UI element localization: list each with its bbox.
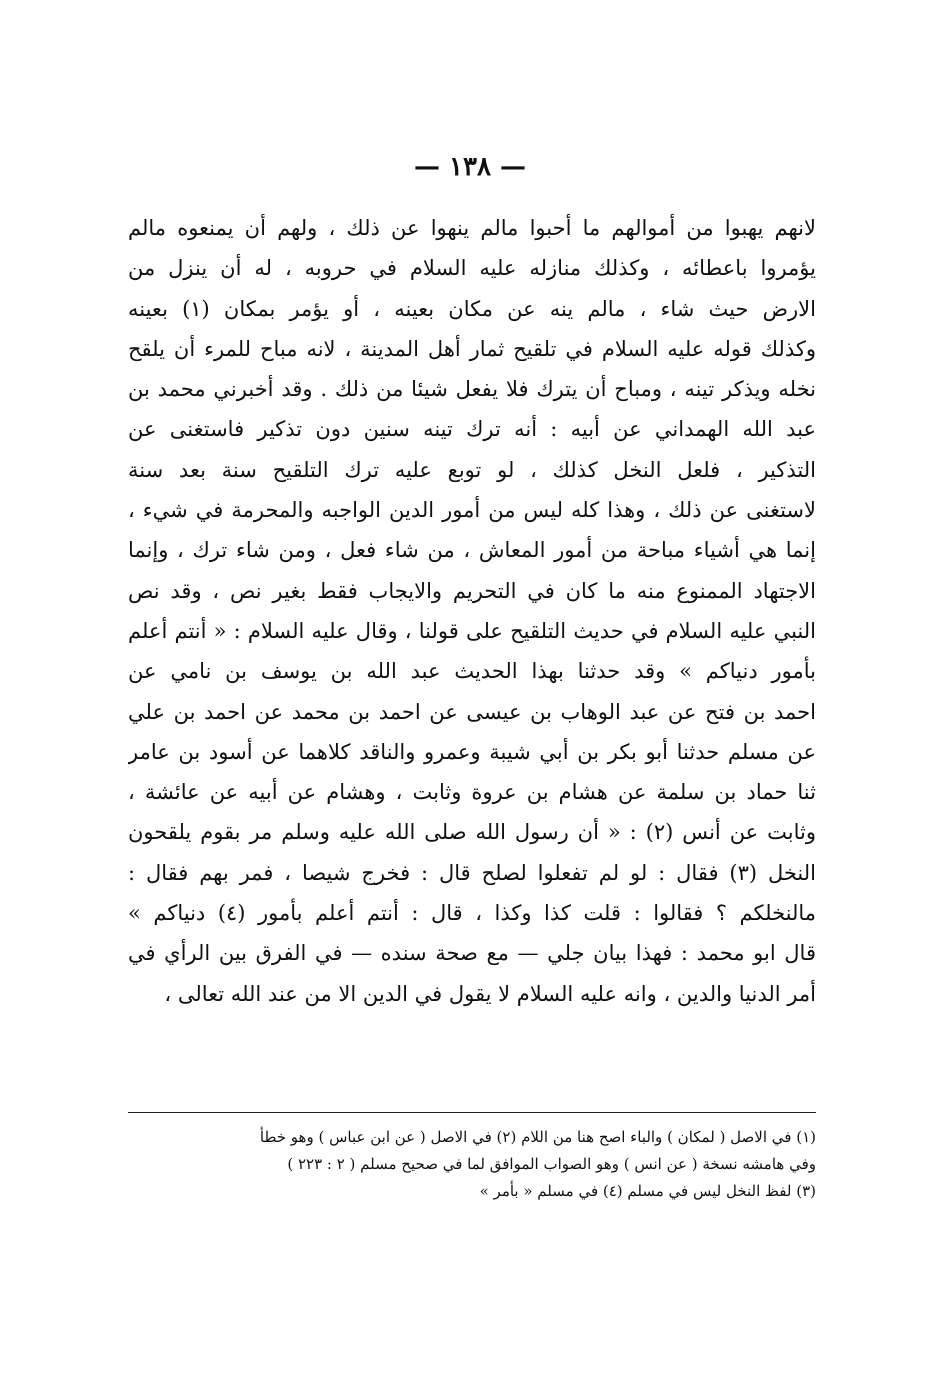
text-line: عبد الله الهمداني عن أبيه : أنه ترك تينه سنين دون تذكير فاستغنى عن: [128, 417, 816, 442]
footnote-line: وفي هامشه نسخة ( عن انس ) وهو الصواب الموافق لما في صحيح مسلم ( ٢ : ٢٢٣ ): [287, 1155, 816, 1173]
main-text: [128, 208, 816, 1014]
page-number: — ١٣٨ —: [413, 152, 527, 182]
text-line: لانهم يهبوا من أموالهم ما أحبوا مالم ينهوا عن ذلك ، ولهم أن يمنعوه مالم: [128, 216, 816, 240]
text-line: أمر الدنيا والدين ، وانه عليه السلام لا يقول في الدين الا من عند الله تعالى ،: [164, 981, 816, 1006]
text-line: ثنا حماد بن سلمة عن هشام بن عروة وثابت ، وهشام عن أبيه عن عائشة ،: [128, 780, 816, 805]
text-line: إنما هي أشياء مباحة من أمور المعاش ، من شاء فعل ، ومن شاء ترك ، وإنما: [128, 538, 816, 563]
text-line: احمد بن فتح عن عبد الوهاب بن عيسى عن احمد بن محمد عن احمد بن علي: [128, 699, 816, 724]
footnote-line: (٣) لفظ النخل ليس في مسلم (٤) في مسلم « بأمر »: [479, 1182, 816, 1200]
text-line: نخله ويذكر تينه ، ومباح أن يترك فلا يفعل شيئا من ذلك . وقد أخبرني محمد بن: [128, 377, 816, 402]
footnote-divider: [128, 1112, 816, 1113]
text-line: الاجتهاد الممنوع منه ما كان في التحريم والايجاب فقط بغير نص ، وقد نص: [128, 578, 816, 603]
text-line: وثابت عن أنس (٢) : « أن رسول الله صلى الله عليه وسلم مر بقوم يلقحون: [128, 820, 816, 845]
text-line: قال ابو محمد : فهذا بيان جلي — مع صحة سنده — في الفرق بين الرأي في: [128, 941, 816, 966]
footnote-line: (١) في الاصل ( لمكان ) والباء اصح هنا من اللام (٢) في الاصل ( عن ابن عباس ) وهو خطأ: [259, 1128, 816, 1146]
text-line: التذكير ، فلعل النخل كذلك ، لو توبع عليه ترك التلقيح سنة بعد سنة: [128, 457, 816, 482]
text-line: يؤمروا باعطائه ، وكذلك منازله عليه السلام في حروبه ، له أن ينزل من: [128, 256, 816, 281]
text-line: بأمور دنياكم » وقد حدثنا بهذا الحديث عبد الله بن يوسف بن نامي عن: [128, 659, 816, 684]
text-line: لاستغنى عن ذلك ، وهذا كله ليس من أمور الدين الواجبه والمحرمة في شيء ،: [128, 498, 816, 523]
text-line: النبي عليه السلام في حديث التلقيح على قولنا ، وقال عليه السلام : « أنتم أعلم: [128, 618, 816, 643]
text-line: النخل (٣) فقال : لو لم تفعلوا لصلح قال : فخرج شيصا ، فمر بهم فقال :: [128, 860, 816, 885]
text-line: الارض حيث شاء ، مالم ينه عن مكان بعينه ، أو يؤمر بمكان (١) بعينه: [128, 296, 816, 321]
text-line: عن مسلم حدثنا أبو بكر بن أبي شيبة وعمرو والناقد كلاهما عن أسود بن عامر: [128, 739, 816, 764]
footnotes: [128, 1124, 816, 1205]
text-line: وكذلك قوله عليه السلام في تلقيح ثمار أهل المدينة ، لانه مباح للمرء أن يلقح: [128, 336, 816, 361]
text-line: مالنخلكم ؟ فقالوا : قلت كذا وكذا ، قال : أنتم أعلم بأمور (٤) دنياكم »: [128, 901, 816, 926]
